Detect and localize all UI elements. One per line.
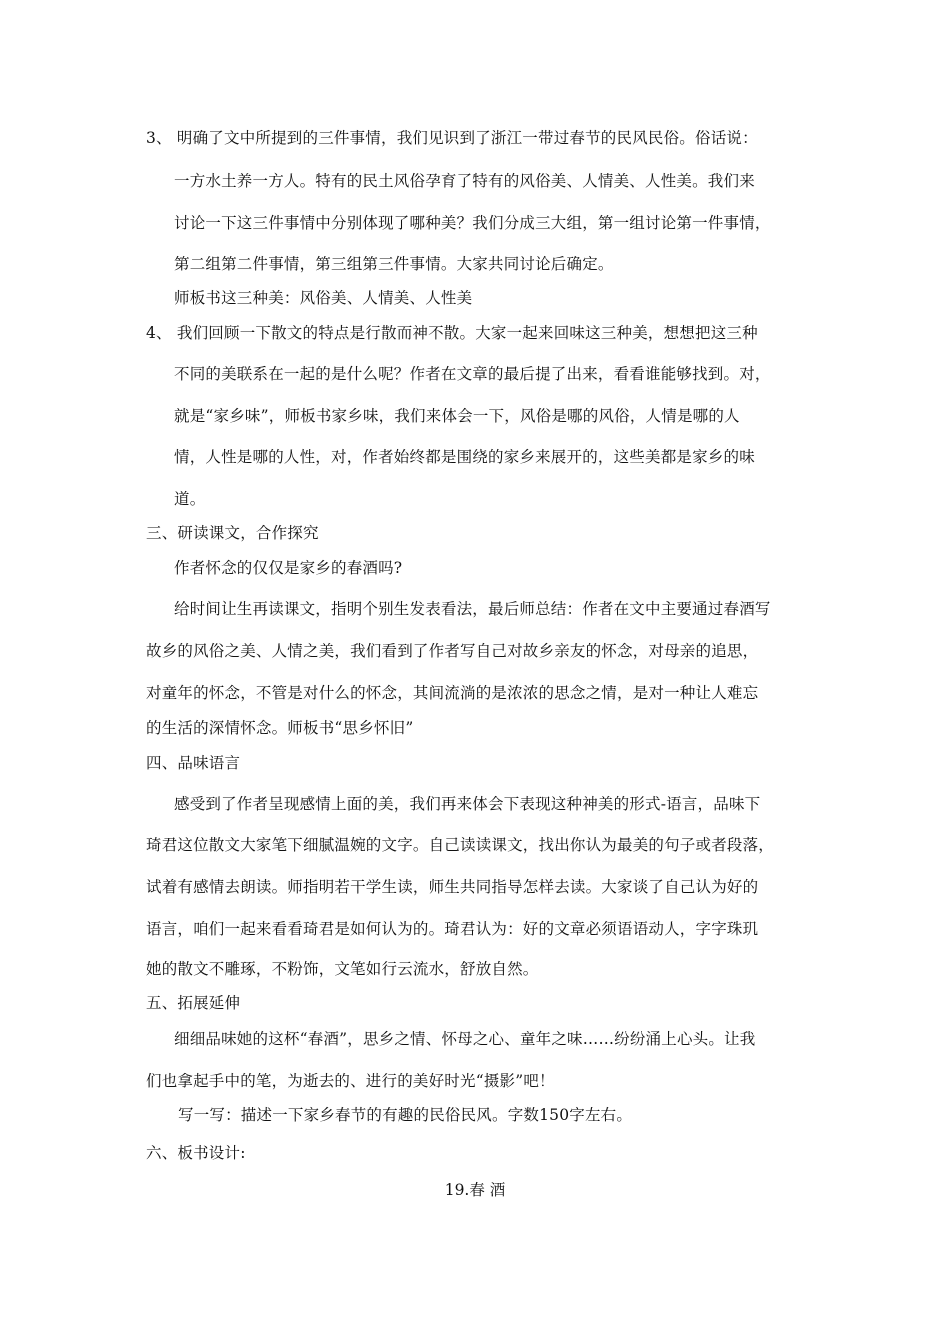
- item-3-line-3: 讨论一下这三件事情中分别体现了哪种美？我们分成三大组，第一组讨论第一件事情，: [174, 214, 771, 232]
- section-4-line-4: 语言，咱们一起来看看琦君是如何认为的。琦君认为：好的文章必须语语动人，字字珠玑: [146, 920, 759, 938]
- section-5-heading: 五、拓展延伸: [146, 994, 241, 1012]
- section-3-line-4: 的生活的深情怀念。师板书“思乡怀旧”: [146, 719, 414, 737]
- section-3-line-1: 给时间让生再读课文，指明个别生发表看法，最后师总结：作者在文中主要通过春酒写: [174, 600, 771, 618]
- item-3-line-4: 第二组第二件事情，第三组第三件事情。大家共同讨论后确定。: [174, 255, 614, 273]
- section-5-line-3: 写一写：描述一下家乡春节的有趣的民俗民风。字数150字左右。: [178, 1106, 633, 1124]
- item-3-line-2: 一方水土养一方人。特有的民土风俗孕育了特有的风俗美、人情美、人性美。我们来: [174, 172, 755, 190]
- section-6-heading: 六、板书设计:: [146, 1144, 246, 1162]
- item-4-line-3: 就是“家乡味”，师板书家乡味，我们来体会一下，风俗是哪的风俗，人情是哪的人: [174, 407, 740, 425]
- item-4-line-2: 不同的美联系在一起的是什么呢？作者在文章的最后提了出来，看看谁能够找到。对，: [174, 365, 771, 383]
- section-4-line-3: 试着有感情去朗读。师指明若干学生读，师生共同指导怎样去读。大家谈了自己认为好的: [146, 878, 759, 896]
- section-5-line-1: 细细品味她的这杯“春酒”，思乡之情、怀母之心、童年之味……纷纷涌上心头。让我: [174, 1030, 756, 1048]
- section-3-question: 作者怀念的仅仅是家乡的春酒吗?: [174, 559, 403, 577]
- section-4-heading: 四、品味语言: [146, 754, 241, 772]
- item-3-line-5: 师板书这三种美：风俗美、人情美、人性美: [174, 289, 473, 307]
- section-4-line-2: 琦君这位散文大家笔下细腻温婉的文字。自己读读课文，找出你认为最美的句子或者段落，: [146, 836, 775, 854]
- section-3-line-3: 对童年的怀念，不管是对什么的怀念，其间流淌的是浓浓的思念之情，是对一种让人难忘: [146, 684, 759, 702]
- item-4-line-1: 4、 我们回顾一下散文的特点是行散而神不散。大家一起来回味这三种美，想想把这三种: [146, 324, 758, 342]
- item-4-line-5: 道。: [174, 490, 206, 508]
- board-title: 19.春 酒: [444, 1181, 506, 1199]
- section-5-line-2: 们也拿起手中的笔，为逝去的、进行的美好时光“摄影”吧！: [146, 1072, 555, 1090]
- section-3-line-2: 故乡的风俗之美、人情之美，我们看到了作者写自己对故乡亲友的怀念，对母亲的追思，: [146, 642, 759, 660]
- section-3-heading: 三、研读课文，合作探究: [146, 524, 319, 542]
- item-3-line-1: 3、 明确了文中所提到的三件事情，我们见识到了浙江一带过春节的民风民俗。俗话说：: [146, 129, 758, 147]
- section-4-line-1: 感受到了作者呈现感情上面的美，我们再来体会下表现这种神美的形式-语言，品味下: [174, 795, 761, 813]
- item-4-line-4: 情，人性是哪的人性，对，作者始终都是围绕的家乡来展开的，这些美都是家乡的味: [174, 448, 755, 466]
- section-4-line-5: 她的散文不雕琢，不粉饰，文笔如行云流水，舒放自然。: [146, 960, 539, 978]
